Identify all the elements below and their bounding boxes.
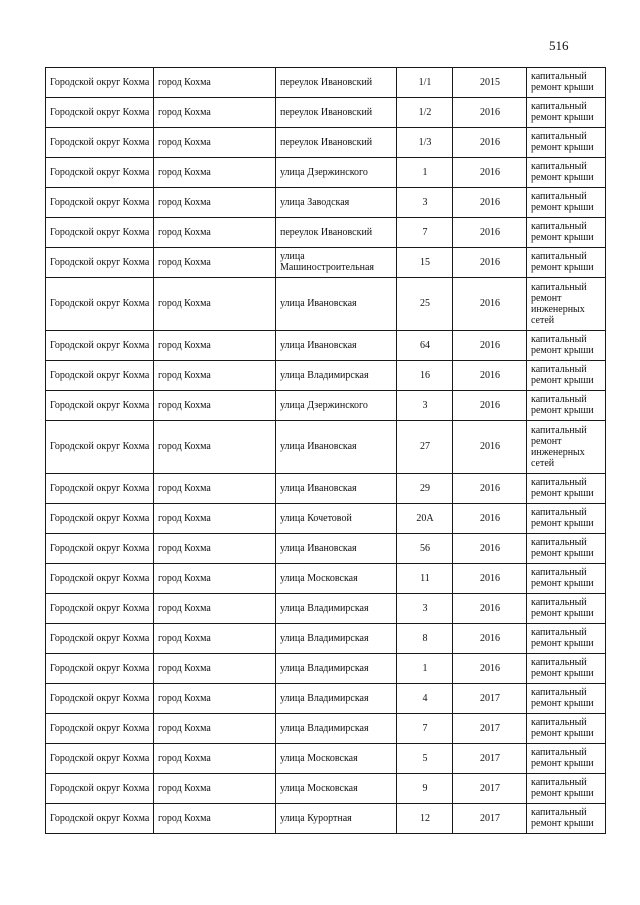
house-number-cell: 1/1 [397, 68, 453, 98]
district-cell: Городской округ Кохма [46, 534, 154, 564]
table-row [46, 504, 606, 534]
work-type-cell: капитальный ремонт крыши [527, 98, 606, 128]
district-cell: Городской округ Кохма [46, 714, 154, 744]
city-cell: город Кохма [154, 744, 276, 774]
district-cell: Городской округ Кохма [46, 654, 154, 684]
year-cell: 2016 [453, 654, 527, 684]
year-cell: 2016 [453, 158, 527, 188]
city-cell: город Кохма [154, 98, 276, 128]
street-cell: улица Московская [276, 744, 397, 774]
district-cell: Городской округ Кохма [46, 278, 154, 331]
table-row [46, 804, 606, 834]
district-cell: Городской округ Кохма [46, 188, 154, 218]
house-number-cell: 8 [397, 624, 453, 654]
district-cell: Городской округ Кохма [46, 158, 154, 188]
year-cell: 2016 [453, 564, 527, 594]
table-body [46, 68, 606, 834]
district-cell: Городской округ Кохма [46, 744, 154, 774]
street-cell: переулок Ивановский [276, 98, 397, 128]
street-cell: улица Ивановская [276, 421, 397, 474]
table-row [46, 744, 606, 774]
table-row [46, 331, 606, 361]
work-type-cell: капитальный ремонт крыши [527, 804, 606, 834]
city-cell: город Кохма [154, 391, 276, 421]
city-cell: город Кохма [154, 331, 276, 361]
district-cell: Городской округ Кохма [46, 68, 154, 98]
house-number-cell: 29 [397, 474, 453, 504]
house-number-cell: 3 [397, 188, 453, 218]
house-number-cell: 1/3 [397, 128, 453, 158]
city-cell: город Кохма [154, 564, 276, 594]
city-cell: город Кохма [154, 218, 276, 248]
district-cell: Городской округ Кохма [46, 331, 154, 361]
city-cell: город Кохма [154, 504, 276, 534]
district-cell: Городской округ Кохма [46, 248, 154, 278]
street-cell: улица Заводская [276, 188, 397, 218]
table-row [46, 714, 606, 744]
district-cell: Городской округ Кохма [46, 774, 154, 804]
work-type-cell: капитальный ремонт крыши [527, 714, 606, 744]
table-row [46, 654, 606, 684]
house-number-cell: 9 [397, 774, 453, 804]
street-cell: улица Московская [276, 774, 397, 804]
work-type-cell: капитальный ремонт крыши [527, 684, 606, 714]
street-cell: улица Курортная [276, 804, 397, 834]
year-cell: 2017 [453, 684, 527, 714]
table-row [46, 594, 606, 624]
table-row [46, 248, 606, 278]
year-cell: 2016 [453, 474, 527, 504]
district-cell: Городской округ Кохма [46, 98, 154, 128]
table-row [46, 98, 606, 128]
city-cell: город Кохма [154, 624, 276, 654]
street-cell: переулок Ивановский [276, 128, 397, 158]
house-number-cell: 11 [397, 564, 453, 594]
house-number-cell: 7 [397, 218, 453, 248]
city-cell: город Кохма [154, 278, 276, 331]
district-cell: Городской округ Кохма [46, 391, 154, 421]
city-cell: город Кохма [154, 594, 276, 624]
house-number-cell: 4 [397, 684, 453, 714]
city-cell: город Кохма [154, 654, 276, 684]
table-row [46, 218, 606, 248]
house-number-cell: 25 [397, 278, 453, 331]
city-cell: город Кохма [154, 804, 276, 834]
work-type-cell: капитальный ремонт крыши [527, 504, 606, 534]
city-cell: город Кохма [154, 361, 276, 391]
year-cell: 2016 [453, 534, 527, 564]
house-number-cell: 64 [397, 331, 453, 361]
street-cell: улица Дзержинского [276, 391, 397, 421]
table-row [46, 158, 606, 188]
year-cell: 2017 [453, 714, 527, 744]
district-cell: Городской округ Кохма [46, 594, 154, 624]
house-number-cell: 3 [397, 391, 453, 421]
house-number-cell: 20А [397, 504, 453, 534]
street-cell: улица Владимирская [276, 624, 397, 654]
work-type-cell: капитальный ремонт крыши [527, 68, 606, 98]
table-row [46, 391, 606, 421]
work-type-cell: капитальный ремонт крыши [527, 218, 606, 248]
city-cell: город Кохма [154, 188, 276, 218]
table-row [46, 128, 606, 158]
city-cell: город Кохма [154, 714, 276, 744]
year-cell: 2016 [453, 361, 527, 391]
house-number-cell: 7 [397, 714, 453, 744]
district-cell: Городской округ Кохма [46, 474, 154, 504]
year-cell: 2016 [453, 391, 527, 421]
work-type-cell: капитальный ремонт крыши [527, 594, 606, 624]
city-cell: город Кохма [154, 128, 276, 158]
city-cell: город Кохма [154, 534, 276, 564]
work-type-cell: капитальный ремонт крыши [527, 158, 606, 188]
year-cell: 2016 [453, 278, 527, 331]
street-cell: улица Владимирская [276, 594, 397, 624]
city-cell: город Кохма [154, 158, 276, 188]
city-cell: город Кохма [154, 774, 276, 804]
work-type-cell: капитальный ремонт крыши [527, 188, 606, 218]
work-type-cell: капитальный ремонт крыши [527, 564, 606, 594]
work-type-cell: капитальный ремонт крыши [527, 534, 606, 564]
year-cell: 2016 [453, 331, 527, 361]
table-row [46, 68, 606, 98]
street-cell: улица Машиностроительная [276, 248, 397, 278]
district-cell: Городской округ Кохма [46, 361, 154, 391]
house-number-cell: 1 [397, 158, 453, 188]
work-type-cell: капитальный ремонт крыши [527, 391, 606, 421]
street-cell: улица Ивановская [276, 534, 397, 564]
work-type-cell: капитальный ремонт крыши [527, 474, 606, 504]
city-cell: город Кохма [154, 248, 276, 278]
work-type-cell: капитальный ремонт крыши [527, 331, 606, 361]
city-cell: город Кохма [154, 474, 276, 504]
street-cell: улица Московская [276, 564, 397, 594]
work-type-cell: капитальный ремонт инженерных сетей [527, 421, 606, 474]
year-cell: 2016 [453, 594, 527, 624]
district-cell: Городской округ Кохма [46, 624, 154, 654]
house-number-cell: 56 [397, 534, 453, 564]
street-cell: улица Владимирская [276, 361, 397, 391]
district-cell: Городской округ Кохма [46, 804, 154, 834]
table-row [46, 774, 606, 804]
work-type-cell: капитальный ремонт крыши [527, 624, 606, 654]
house-number-cell: 15 [397, 248, 453, 278]
year-cell: 2016 [453, 128, 527, 158]
house-number-cell: 1/2 [397, 98, 453, 128]
work-type-cell: капитальный ремонт крыши [527, 248, 606, 278]
street-cell: улица Ивановская [276, 331, 397, 361]
district-cell: Городской округ Кохма [46, 128, 154, 158]
year-cell: 2016 [453, 421, 527, 474]
repair-registry-table [45, 67, 606, 834]
table-row [46, 684, 606, 714]
table-row [46, 188, 606, 218]
year-cell: 2017 [453, 744, 527, 774]
street-cell: улица Ивановская [276, 474, 397, 504]
street-cell: улица Ивановская [276, 278, 397, 331]
year-cell: 2016 [453, 98, 527, 128]
street-cell: улица Дзержинского [276, 158, 397, 188]
district-cell: Городской округ Кохма [46, 421, 154, 474]
year-cell: 2016 [453, 218, 527, 248]
table-row [46, 278, 606, 331]
work-type-cell: капитальный ремонт инженерных сетей [527, 278, 606, 331]
work-type-cell: капитальный ремонт крыши [527, 654, 606, 684]
year-cell: 2016 [453, 624, 527, 654]
page-number: 516 [549, 38, 569, 53]
city-cell: город Кохма [154, 68, 276, 98]
house-number-cell: 16 [397, 361, 453, 391]
city-cell: город Кохма [154, 684, 276, 714]
table-row [46, 564, 606, 594]
city-cell: город Кохма [154, 421, 276, 474]
work-type-cell: капитальный ремонт крыши [527, 361, 606, 391]
district-cell: Городской округ Кохма [46, 218, 154, 248]
street-cell: улица Владимирская [276, 654, 397, 684]
year-cell: 2016 [453, 188, 527, 218]
year-cell: 2016 [453, 504, 527, 534]
table-row [46, 534, 606, 564]
street-cell: улица Кочетовой [276, 504, 397, 534]
table-row [46, 361, 606, 391]
house-number-cell: 3 [397, 594, 453, 624]
table-row [46, 474, 606, 504]
district-cell: Городской округ Кохма [46, 564, 154, 594]
district-cell: Городской округ Кохма [46, 504, 154, 534]
year-cell: 2017 [453, 804, 527, 834]
house-number-cell: 5 [397, 744, 453, 774]
street-cell: улица Владимирская [276, 714, 397, 744]
house-number-cell: 12 [397, 804, 453, 834]
work-type-cell: капитальный ремонт крыши [527, 128, 606, 158]
work-type-cell: капитальный ремонт крыши [527, 744, 606, 774]
street-cell: переулок Ивановский [276, 218, 397, 248]
street-cell: переулок Ивановский [276, 68, 397, 98]
table-row [46, 421, 606, 474]
house-number-cell: 1 [397, 654, 453, 684]
table-row [46, 624, 606, 654]
street-cell: улица Владимирская [276, 684, 397, 714]
work-type-cell: капитальный ремонт крыши [527, 774, 606, 804]
year-cell: 2015 [453, 68, 527, 98]
district-cell: Городской округ Кохма [46, 684, 154, 714]
year-cell: 2017 [453, 774, 527, 804]
year-cell: 2016 [453, 248, 527, 278]
house-number-cell: 27 [397, 421, 453, 474]
